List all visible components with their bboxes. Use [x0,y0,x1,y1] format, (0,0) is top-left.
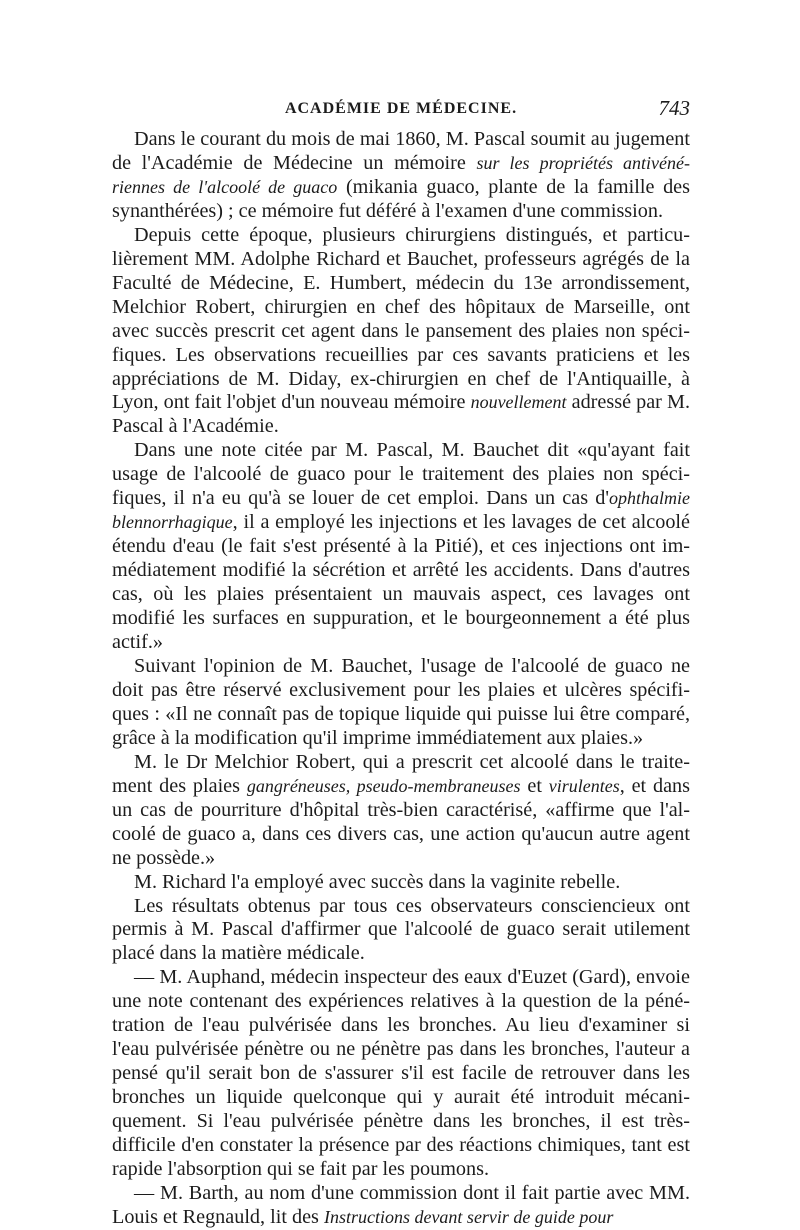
page-number: 743 [658,96,690,120]
text-run: Dans le courant du mois de mai 1860, M. Pascal soumit au jugement de l'Académie de Médecine un mémoire [112,128,690,174]
italic-text: Instructions devant servir de guide pour [323,1206,614,1227]
text-run: et [520,774,549,797]
paragraph [112,751,690,871]
text-run: Les résultats obtenus par tous ces observateurs consciencieux ont permis à M. Pascal d'affirmer que l'alcoolé de guaco serait utilement placé dans la matière médicale. [112,894,690,965]
paragraph [112,439,690,655]
italic-text: sur les propriétés antivéné- riennes de l'alcoolé de guaco [112,152,691,197]
book-page [112,96,690,1230]
paragraph [112,655,690,751]
paragraph [112,128,690,224]
text-run: M. Richard l'a employé avec succès dans la vaginite rebelle. [134,870,621,893]
text-run: (mikania guaco, plante de la famille des synanthérées) ; ce mémoire fut déféré à l'examen d'une commission. [112,175,690,222]
paragraph [112,895,690,967]
running-title: ACADÉMIE DE MÉDECINE. [284,100,518,117]
text-run: , il a employé les injections et les lavages de cet alcoolé étendu d'eau (le fait s'est présenté à la Pitié), et ces injections ont im- médiatement modifié la sécrétion et arrêté les accidents. Dans d'autres cas, où les plaies présentaient un mauvais aspect, ces lavages ont modifié les surfaces en suppuration, et le bourgeonnement a été plus actif.» [112,511,690,654]
text-run: Dans une note citée par M. Pascal, M. Bauchet dit «qu'ayant fait usage de l'alcoolé de guaco pour le traitement des plaies non spéci- fiques, il n'a eu qu'à se louer de cet emploi. Dans un cas d' [112,439,690,510]
text-run: M. le Dr Melchior Robert, qui a prescrit cet alcoolé dans le traite- ment des plaies [112,750,690,797]
text-run: — M. Auphand, médecin inspecteur des eaux d'Euzet (Gard), envoie une note contenant des expériences relatives à la question de la péné- tration de l'eau pulvérisée dans les bronches. Au lieu d'examiner si l'eau pulvérisée pénètre ou ne pénètre pas dans les bronches, l'auteur a pensé qu'il serait bon de s'assurer s'il est facile de retrouver dans les bronches un liquide quelconque qui y aurait été introduit mécani- quement. Si l'eau pulvérisée pénètre dans les bronches, il est très- difficile d'en constater la présence par des réactions chimiques, tant est rapide l'absorption qui se fait par les poumons. [112,966,690,1180]
paragraph [112,966,690,1182]
italic-text: ophthalmie blennorrhagique [112,488,690,533]
paragraph [112,224,690,440]
text-run: , et dans un cas de pourriture d'hôpital très-bien caractérisé, «affirme que l'al- coolé de guaco a, dans ces divers cas, une action qu'aucun autre agent ne possède.» [112,774,690,869]
paragraph [112,1182,690,1230]
text-run: — M. Barth, au nom d'une commission dont il fait partie avec MM. Louis et Regnauld, lit des [112,1181,690,1228]
italic-text: virulentes [548,775,620,796]
text-run: Depuis cette époque, plusieurs chirurgiens distingués, et particu- lièrement MM. Adolphe Richard et Bauchet, professeurs agrégés de la Faculté de Médecine, E. Humbert, médecin du 13e arrondissement, Melchior Robert, chirurgien en chef des hôpitaux de Marseille, ont avec succès prescrit cet agent dans le pansement des plaies non spéci- fiques. Les observations recueillies par ces savants praticiens et les appréciations de M. Diday, ex-chirurgien en chef de l'Antiquaille, à Lyon, ont fait l'objet d'un nouveau mémoire [112,223,690,414]
italic-text: nouvellement [470,392,567,413]
paragraph [112,871,690,895]
page-header [112,96,690,126]
italic-text: gangréneuses, pseudo-membraneuses [246,775,521,796]
body-text [112,128,690,1230]
text-run: Suivant l'opinion de M. Bauchet, l'usage de l'alcoolé de guaco ne doit pas être réservé exclusivement pour les plaies et ulcères spécifi- ques : «Il ne connaît pas de topique liquide qui puisse lui être comparé, grâce à la modification qu'il imprime immédiatement aux plaies.» [112,654,690,749]
text-run: adressé par M. Pascal à l'Académie. [112,391,690,438]
